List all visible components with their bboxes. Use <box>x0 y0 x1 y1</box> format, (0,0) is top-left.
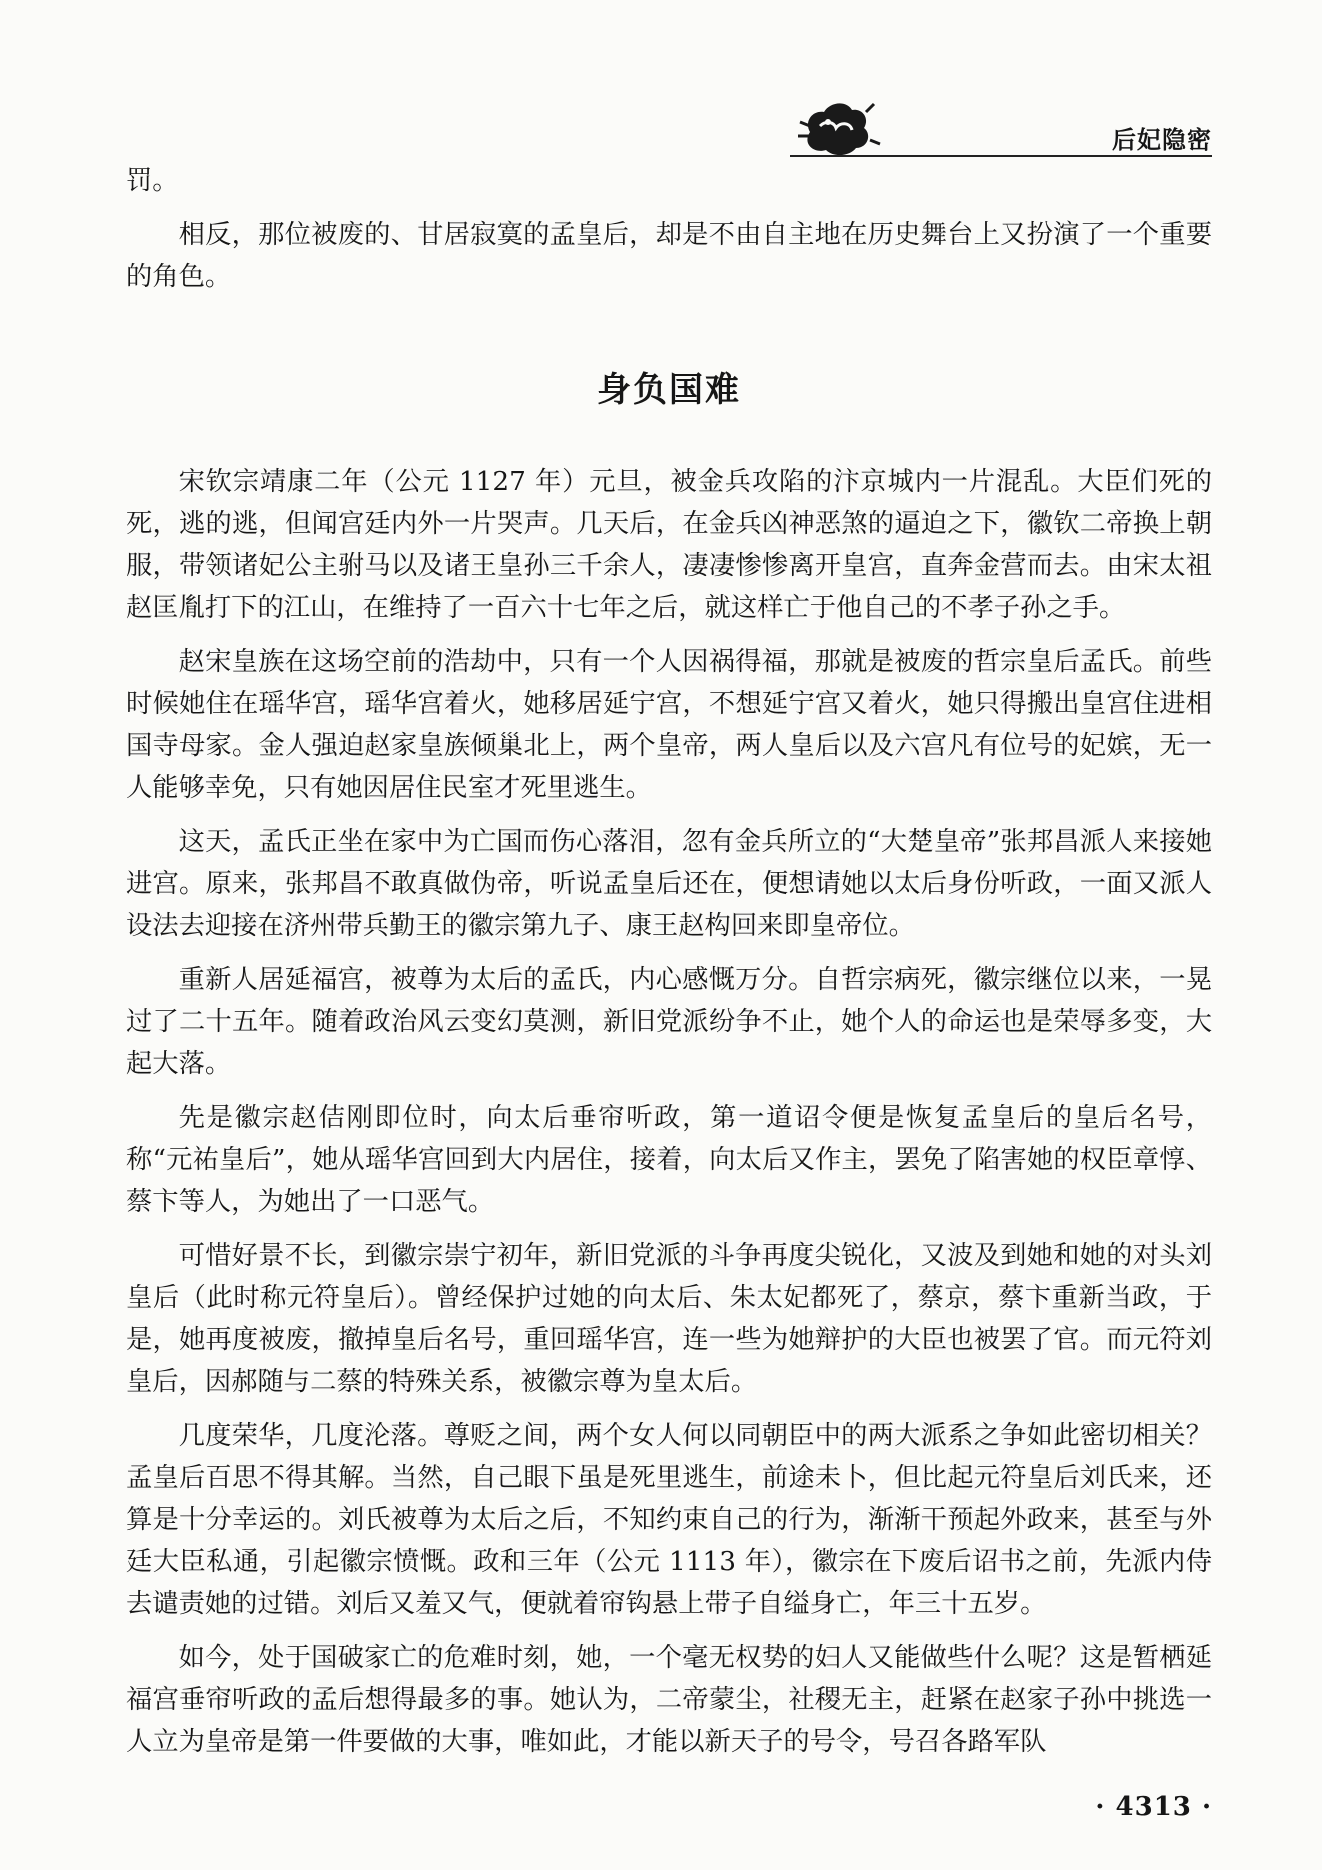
paragraph: 这天，孟氏正坐在家中为亡国而伤心落泪，忽有金兵所立的“大楚皇帝”张邦昌派人来接她进宫。原来，张邦昌不敢真做伪帝，听说孟皇后还在，便想请她以太后身份听政，一面又派人设法去迎接在济州带兵勤王的徽宗第九子、康王赵构回来即皇帝位。 <box>126 827 1212 941</box>
running-header <box>790 92 1212 162</box>
intro-paragraph: 相反，那位被废的、甘居寂寞的孟皇后，却是不由自主地在历史舞台上又扮演了一个重要的角色。 <box>126 220 1212 292</box>
section-label: 后妃隐密 <box>1112 126 1212 154</box>
paragraph: 可惜好景不长，到徽宗崇宁初年，新旧党派的斗争再度尖锐化，又波及到她和她的对头刘皇后（此时称元符皇后）。曾经保护过她的向太后、朱太妃都死了，蔡京，蔡卞重新当政，于是，她再度被废，撤掉皇后名号，重回瑶华宫，连一些为她辩护的大臣也被罢了官。而元符刘皇后，因郝随与二蔡的特殊关系，被徽宗尊为皇太后。 <box>126 1241 1212 1397</box>
paragraph: 如今，处于国破家亡的危难时刻，她，一个毫无权势的妇人又能做些什么呢？这是暂栖延福宫垂帘听政的孟后想得最多的事。她认为，二帝蒙尘，社稷无主，赶紧在赵家子孙中挑选一人立为皇帝是第一件要做的大事，唯如此，才能以新天子的号令，号召各路军队 <box>126 1643 1212 1757</box>
paragraph: 先是徽宗赵佶刚即位时，向太后垂帘听政，第一道诏令便是恢复孟皇后的皇后名号，称“元祐皇后”，她从瑶华宫回到大内居住，接着，向太后又作主，罢免了陷害她的权臣章惇、蔡卞等人，为她出了一口恶气。 <box>126 1103 1212 1217</box>
paragraph: 赵宋皇族在这场空前的浩劫中，只有一个人因祸得福，那就是被废的哲宗皇后孟氏。前些时候她住在瑶华宫，瑶华宫着火，她移居延宁宫，不想延宁宫又着火，她只得搬出皇宫住进相国寺母家。金人强迫赵家皇族倾巢北上，两个皇帝，两人皇后以及六宫凡有位号的妃嫔，无一人能够幸免，只有她因居住民室才死里逃生。 <box>126 647 1212 803</box>
paragraph: 几度荣华，几度沦落。尊贬之间，两个女人何以同朝臣中的两大派系之争如此密切相关？孟皇后百思不得其解。当然，自己眼下虽是死里逃生，前途未卜，但比起元符皇后刘氏来，还算是十分幸运的。刘氏被尊为太后之后，不知约束自己的行为，渐渐干预起外政来，甚至与外廷大臣私通，引起徽宗愤慨。政和三年（公元 1113 年），徽宗在下废后诏书之前，先派内侍去谴责她的过错。刘后又羞又气，便就着帘钩悬上带子自缢身亡，年三十五岁。 <box>126 1421 1212 1619</box>
section-title: 身负国难 <box>597 370 741 410</box>
paragraph: 宋钦宗靖康二年（公元 1127 年）元旦，被金兵攻陷的汴京城内一片混乱。大臣们死的死，逃的逃，但闻宫廷内外一片哭声。几天后，在金兵凶神恶煞的逼迫之下，徽钦二帝换上朝服，带领诸妃公主驸马以及诸王皇孙三千余人，凄凄惨惨离开皇宫，直奔金营而去。由宋太祖赵匡胤打下的江山，在维持了一百六十七年之后，就这样亡于他自己的不孝子孙之手。 <box>126 467 1212 623</box>
page-number: · 4313 · <box>1095 1792 1212 1822</box>
page-body <box>126 160 1212 1775</box>
header-rule <box>790 155 1212 157</box>
dragon-emblem-icon <box>790 92 882 162</box>
paragraph: 重新人居延福宫，被尊为太后的孟氏，内心感慨万分。自哲宗病死，徽宗继位以来，一晃过了二十五年。随着政治风云变幻莫测，新旧党派纷争不止，她个人的命运也是荣辱多变，大起大落。 <box>126 965 1212 1079</box>
continuation-text: 罚。 <box>126 166 179 196</box>
